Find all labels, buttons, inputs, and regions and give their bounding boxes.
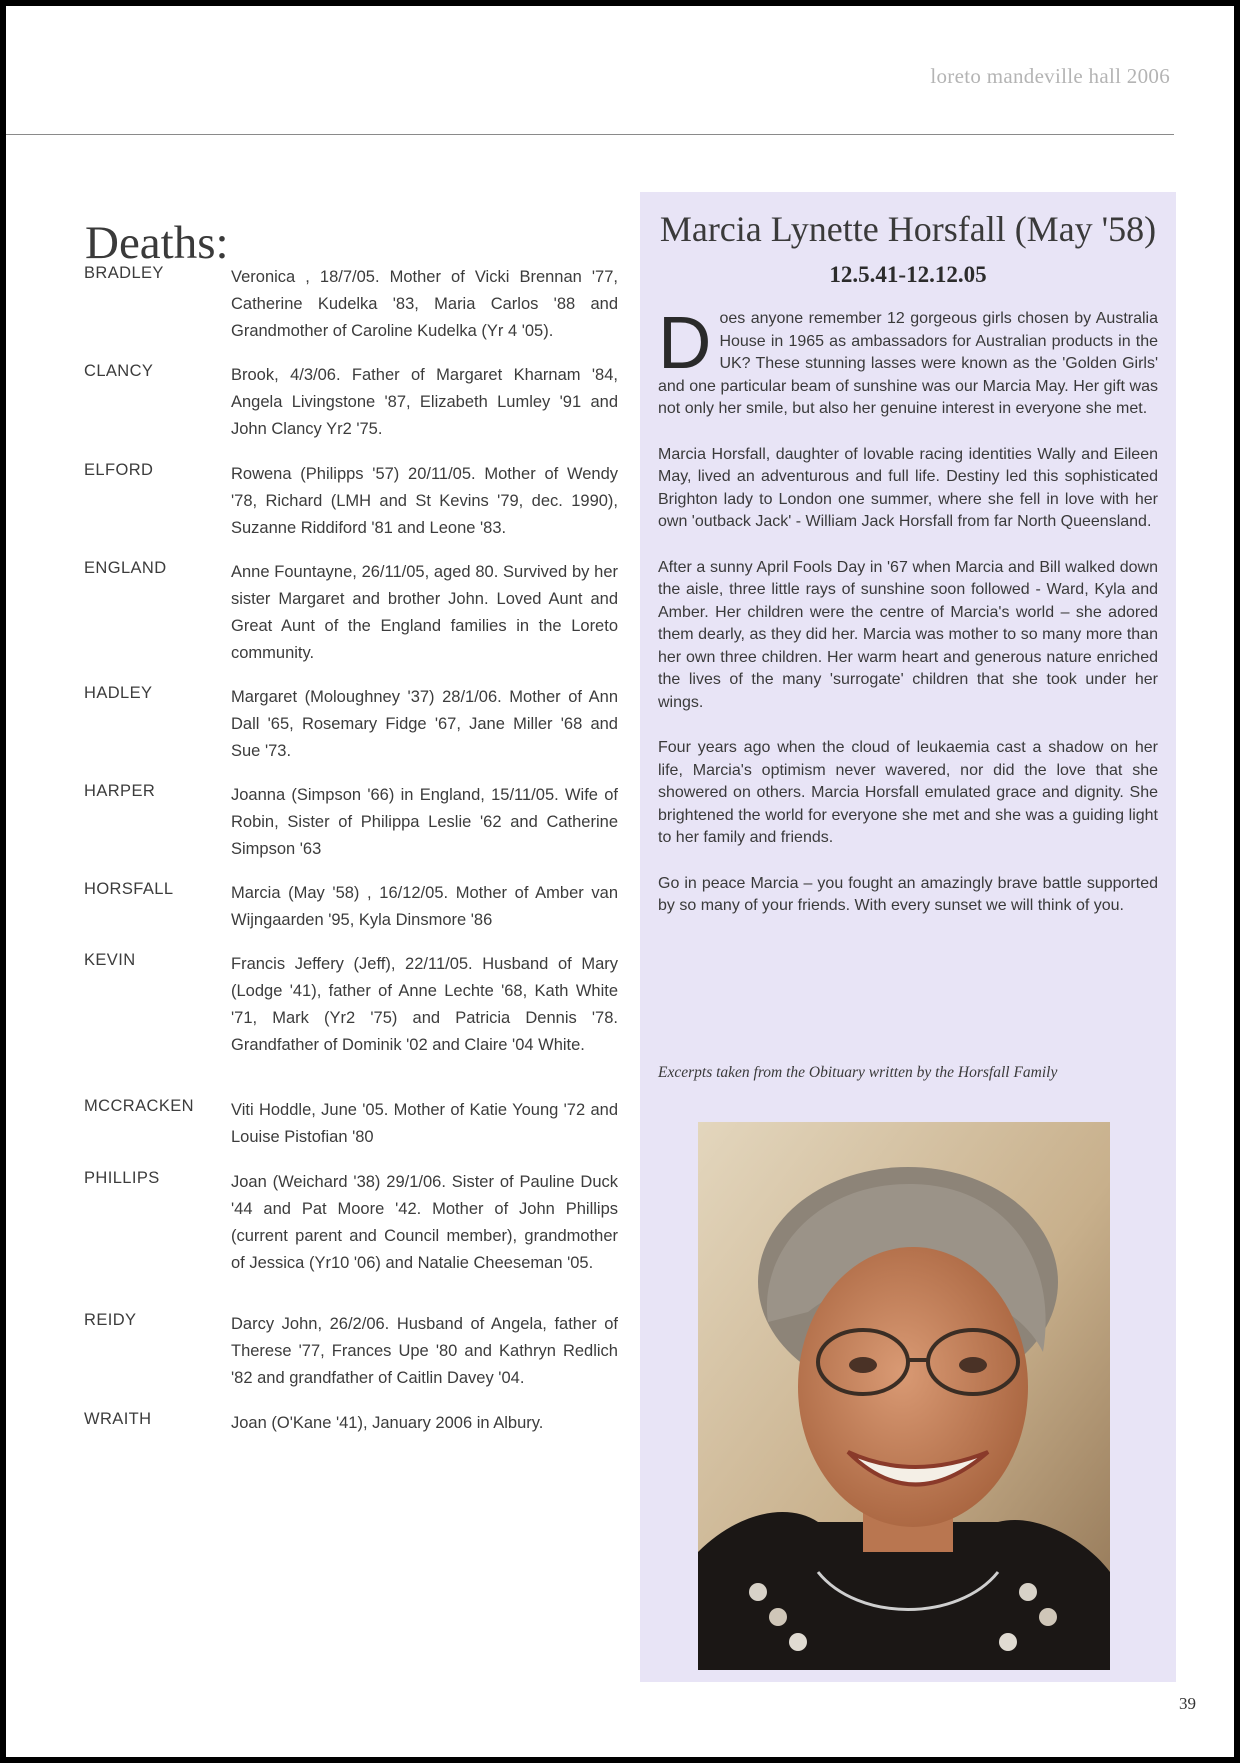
portrait-photo xyxy=(698,1122,1110,1670)
entry-detail: Veronica , 18/7/05. Mother of Vicki Brennan '77, Catherine Kudelka '83, Maria Carlos '88 and Grandmother of Caroline Kudelka (Yr 4 '05). xyxy=(231,268,618,340)
entry-detail: Joan (O'Kane '41), January 2006 in Albury. xyxy=(231,1414,544,1432)
page-number: 39 xyxy=(1179,1694,1196,1713)
entry-surname: CLANCY xyxy=(84,362,154,380)
obituary-paragraph: Go in peace Marcia – you fought an amazingly brave battle supported by so many of your friends. With every sunset we will think of you. xyxy=(658,874,1158,914)
entry-surname: HARPER xyxy=(84,782,156,800)
obituary-paragraph: After a sunny April Fools Day in '67 when Marcia and Bill walked down the aisle, three little rays of sunshine soon followed - Ward, Kyla and Amber. Her children were the centre of Marcia's world – she adored them dearly, as they did her. Marcia was mother to so many more than her own three children. Her warm heart and generous nature enriched the lives of the many 'surrogate' children that she took under her wings. xyxy=(658,558,1158,711)
obituary-caption: Excerpts taken from the Obituary written by the Horsfall Family xyxy=(658,1064,1058,1081)
paragraph-text: oes anyone remember 12 gorgeous girls chosen by Australia House in 1965 as ambassadors for Australian products in the UK? These stunning lasses were known as the 'Golden Girls' and one particular beam of sunshine was our Marcia May. Her gift was not only her smile, but also her genuine interest in everyone she met. xyxy=(658,310,1158,417)
entry-surname: WRAITH xyxy=(84,1410,152,1428)
entry-surname: ENGLAND xyxy=(84,559,167,577)
obituary-paragraph xyxy=(658,301,1158,421)
entry-surname: KEVIN xyxy=(84,951,136,969)
entry-detail: Darcy John, 26/2/06. Husband of Angela, father of Therese '77, Frances Upe '80 and Kathryn Redlich '82 and grandfather of Caitlin Davey '04. xyxy=(231,1315,618,1387)
entry-surname: BRADLEY xyxy=(84,264,164,282)
entry-detail: Viti Hoddle, June '05. Mother of Katie Young '72 and Louise Pistofian '80 xyxy=(231,1101,618,1146)
entry-surname: MCCRACKEN xyxy=(84,1097,194,1115)
running-head: loreto mandeville hall 2006 xyxy=(930,64,1170,88)
obituary-dates: 12.5.41-12.12.05 xyxy=(829,262,987,287)
deaths-heading: Deaths: xyxy=(85,217,229,269)
entry-detail: Francis Jeffery (Jeff), 22/11/05. Husband of Mary (Lodge '41), father of Anne Lechte '68, Kath White '71, Mark (Yr2 '75) and Patricia Dennis '78. Grandfather of Dominik '02 and Claire '04 White. xyxy=(231,955,618,1054)
obituary-title: Marcia Lynette Horsfall (May '58) xyxy=(659,209,1157,249)
entry-surname: HORSFALL xyxy=(84,880,174,898)
entry-detail: Margaret (Moloughney '37) 28/1/06. Mother of Ann Dall '65, Rosemary Fidge '67, Jane Miller '68 and Sue '73. xyxy=(231,688,618,760)
header-rule xyxy=(6,134,1174,135)
obituary-body xyxy=(658,301,1158,941)
entry-detail: Anne Fountayne, 26/11/05, aged 80. Survived by her sister Margaret and brother John. Loved Aunt and Great Aunt of the England families in the Loreto community. xyxy=(231,563,618,662)
portrait-illustration xyxy=(698,1122,1110,1670)
entry-detail: Marcia (May '58) , 16/12/05. Mother of Amber van Wijngaarden '95, Kyla Dinsmore '86 xyxy=(231,884,618,929)
entry-detail: Joanna (Simpson '66) in England, 15/11/05. Wife of Robin, Sister of Philippa Leslie '62 and Catherine Simpson '63 xyxy=(231,786,618,858)
entry-surname: HADLEY xyxy=(84,684,153,702)
drop-cap: D xyxy=(658,301,712,384)
obituary-paragraph: Four years ago when the cloud of leukaemia cast a shadow on her life, Marcia's optimism never wavered, nor did the love that she showered on others. Marcia Horsfall emulated grace and dignity. She brightened the world for everyone she met and she was a guiding light to her family and friends. xyxy=(658,739,1158,846)
entry-detail: Rowena (Philipps '57) 20/11/05. Mother of Wendy '78, Richard (LMH and St Kevins '79, dec. 1990), Suzanne Riddiford '81 and Leone '83. xyxy=(231,465,618,537)
entry-surname: ELFORD xyxy=(84,461,154,479)
obituary-paragraph: Marcia Horsfall, daughter of lovable racing identities Wally and Eileen May, lived an adventurous and full life. Destiny led this sophisticated Brighton lady to London one summer, where she fell in love with her own 'outback Jack' - William Jack Horsfall from far North Queensland. xyxy=(658,445,1158,530)
entry-surname: PHILLIPS xyxy=(84,1169,160,1187)
entry-detail: Joan (Weichard '38) 29/1/06. Sister of Pauline Duck '44 and Pat Moore '42. Mother of John Phillips (current parent and Council member), grandmother of Jessica (Yr10 '06) and Natalie Cheeseman '05. xyxy=(231,1173,618,1272)
entry-detail: Brook, 4/3/06. Father of Margaret Kharnam '84, Angela Livingstone '87, Elizabeth Lumley '91 and John Clancy Yr2 '75. xyxy=(231,366,618,438)
page xyxy=(6,6,1234,1757)
entry-surname: REIDY xyxy=(84,1311,137,1329)
obituary-panel xyxy=(640,192,1176,1682)
